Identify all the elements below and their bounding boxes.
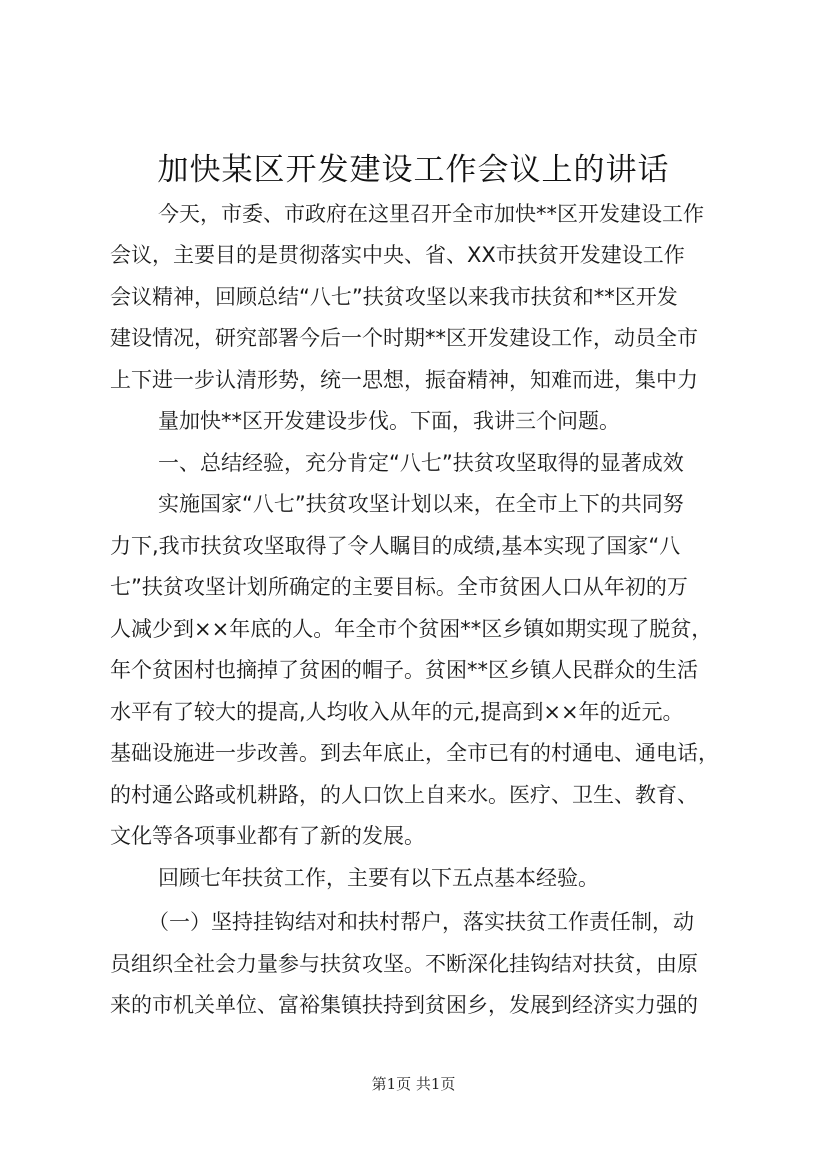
document-title: 加快某区开发建设工作会议上的讲话	[157, 152, 670, 188]
body-line-14: 基础设施进一步改善。到去年底止，全市已有的村通电、通电话，	[110, 741, 719, 765]
body-line-5: 上下进一步认清形势，统一思想，振奋精神，知难而进，集中力	[110, 368, 698, 392]
body-line-10: 七”扶贫攻坚计划所确定的主要目标。全市贫困人口从年初的万	[110, 575, 688, 599]
body-line-15: 的村通公路或机耕路，的人口饮上自来水。医疗、卫生、教育、	[110, 783, 698, 807]
body-line-2: 会议，主要目的是贯彻落实中央、省、XX市扶贫开发建设工作	[110, 243, 685, 267]
body-line-1: 今天，市委、市政府在这里召开全市加快**区开发建设工作	[158, 202, 704, 226]
body-line-11: 人减少到××年底的人。年全市个贫困**区乡镇如期实现了脱贫，	[110, 617, 713, 641]
body-line-17: 回顾七年扶贫工作，主要有以下五点基本经验。	[158, 866, 599, 890]
body-line-13: 水平有了较大的提高,人均收入从年的元,提高到××年的近元。	[110, 700, 684, 724]
body-line-16: 文化等各项事业都有了新的发展。	[110, 824, 425, 848]
section-heading-1: 一、总结经验，充分肯定“八七”扶贫攻坚取得的显著成效	[158, 451, 684, 475]
body-line-4: 建设情况，研究部署今后一个时期**区开发建设工作，动员全市	[110, 326, 698, 350]
body-line-6: 量加快**区开发建设步伐。下面，我讲三个问题。	[158, 409, 620, 433]
body-line-20: 来的市机关单位、富裕集镇扶持到贫困乡，发展到经济实力强的	[110, 993, 698, 1017]
body-line-12: 年个贫困村也摘掉了贫困的帽子。贫困**区乡镇人民群众的生活	[110, 658, 698, 682]
body-line-19: 员组织全社会力量参与扶贫攻坚。不断深化挂钩结对扶贫，由原	[110, 952, 698, 976]
body-line-18: （一）坚持挂钩结对和扶村帮户，落实扶贫工作责任制，动	[148, 910, 694, 934]
page-footer: 第1页 共1页	[371, 1075, 456, 1093]
body-line-3: 会议精神，回顾总结“八七”扶贫攻坚以来我市扶贫和**区开发	[110, 285, 678, 309]
body-line-8: 实施国家“八七”扶贫攻坚计划以来，在全市上下的共同努	[158, 492, 684, 516]
body-line-9: 力下,我市扶贫攻坚取得了令人瞩目的成绩,基本实现了国家“八	[110, 534, 681, 558]
